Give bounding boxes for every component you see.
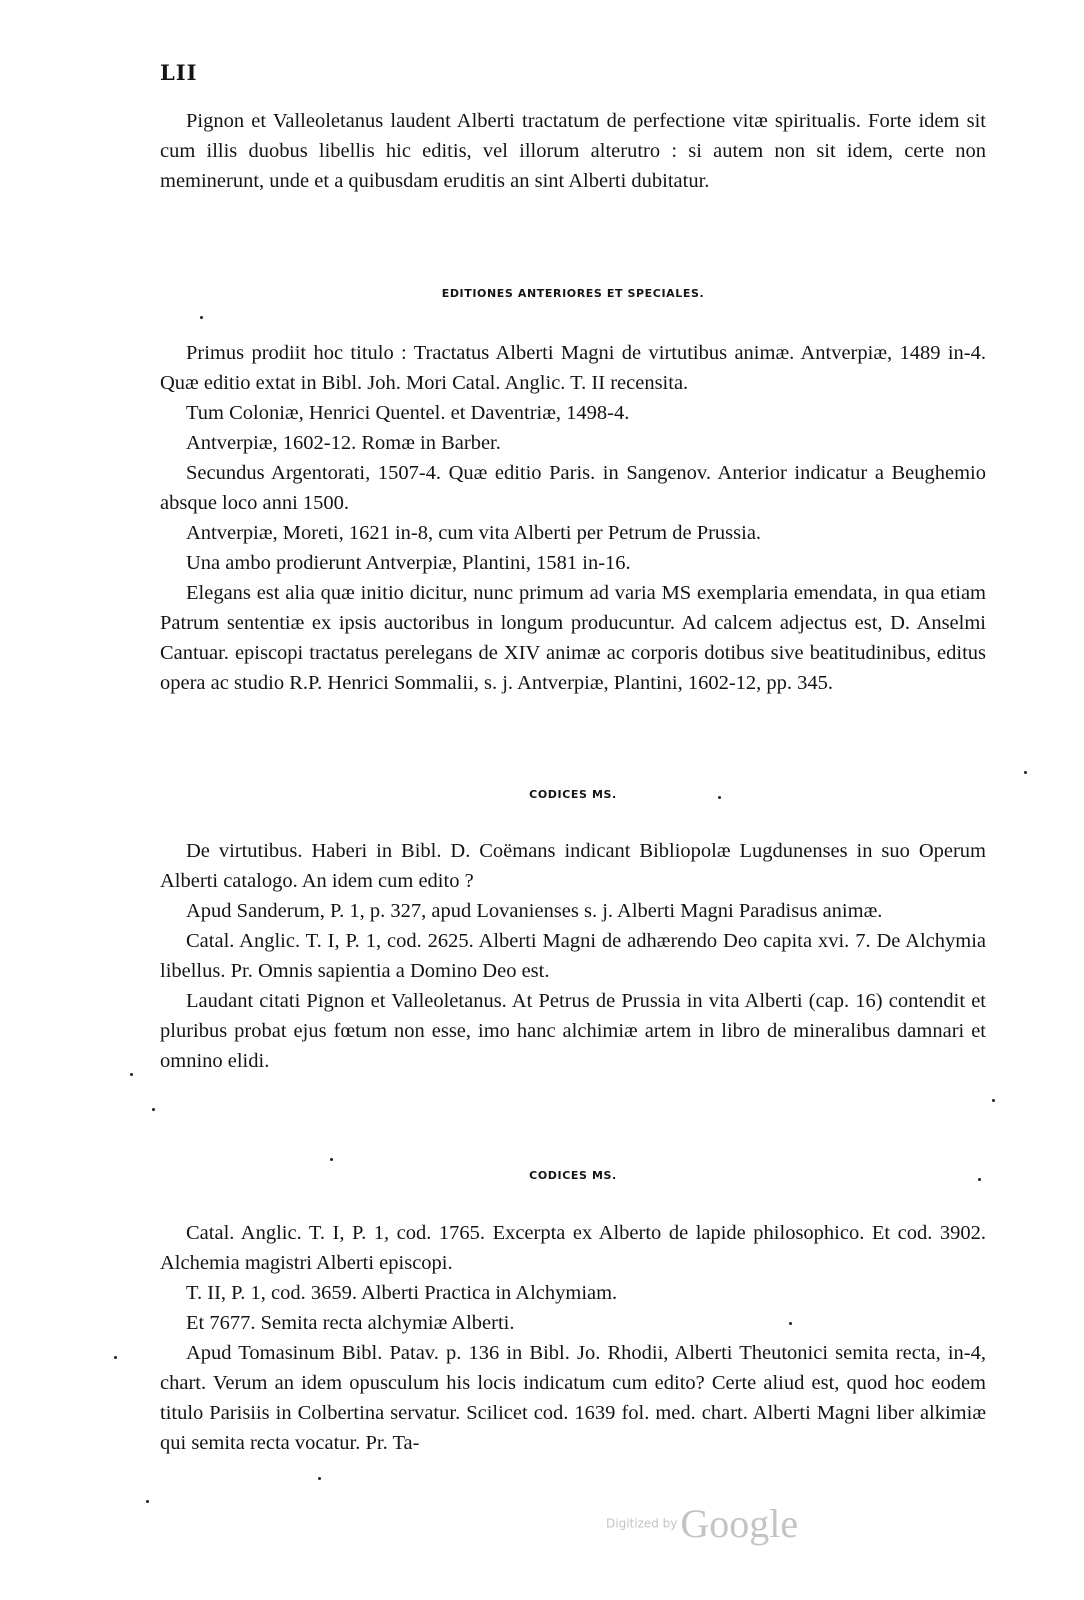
scan-speck	[114, 1356, 117, 1359]
paragraph: Antverpiæ, 1602-12. Romæ in Barber.	[186, 432, 501, 454]
paragraph: Et 7677. Semita recta alchymiæ Alberti.	[186, 1312, 515, 1334]
watermark-prefix: Digitized by	[606, 1516, 678, 1531]
scan-speck	[718, 796, 721, 799]
scan-speck	[330, 1158, 333, 1161]
digitized-by-google-watermark	[606, 1500, 798, 1547]
section-heading-codices-2: CODICES MS.	[529, 1169, 617, 1182]
paragraph: Antverpiæ, Moreti, 1621 in-8, cum vita Alberti per Petrum de Prussia.	[186, 522, 762, 544]
scan-speck	[318, 1477, 321, 1480]
intro-paragraph-block	[160, 106, 986, 196]
paragraph: Catal. Anglic. T. I, P. 1, cod. 2625. Alberti Magni de adhærendo Deo capita xvi. 7. De Alchymia libellus. Pr. Omnis sapientia a Domino Deo est.	[160, 930, 986, 982]
section-editiones-body	[160, 338, 986, 698]
google-logo-text: Google	[680, 1501, 799, 1546]
paragraph: T. II, P. 1, cod. 3659. Alberti Practica in Alchymiam.	[186, 1282, 618, 1304]
paragraph: Una ambo prodierunt Antverpiæ, Plantini, 1581 in-16.	[186, 552, 631, 574]
scan-speck	[1024, 771, 1027, 774]
paragraph: Laudant citati Pignon et Valleoletanus. At Petrus de Prussia in vita Alberti (cap. 16) contendit et pluribus probat ejus fœtum non esse, imo hanc alchimiæ artem in libro de mineralibus damnari et omnino elidi.	[160, 990, 986, 1072]
paragraph: Catal. Anglic. T. I, P. 1, cod. 1765. Excerpta ex Alberto de lapide philosophico. Et cod. 3902. Alchemia magistri Alberti episcopi.	[160, 1222, 986, 1274]
paragraph: Elegans est alia quæ initio dicitur, nunc primum ad varia MS exemplaria emendata, in qua etiam Patrum sententiæ ex ipsis auctoribus in longum producuntur. Ad calcem adjectus est, D. Anselmi Cantuar. episcopi tractatus perelegans de XIV animæ ac corporis dotibus sive beatitudinibus, editus opera ac studio R.P. Henrici Sommalii, s. j. Antverpiæ, Plantini, 1602-12, pp. 345.	[160, 582, 986, 694]
scan-speck	[789, 1322, 792, 1325]
scan-speck	[152, 1108, 155, 1111]
scan-speck	[992, 1099, 995, 1102]
section-codices-2-body	[160, 1218, 986, 1458]
scan-speck	[200, 316, 203, 319]
section-heading-codices-1: CODICES MS.	[529, 788, 617, 801]
section-heading-editiones: EDITIONES ANTERIORES ET SPECIALES.	[441, 287, 705, 300]
paragraph: Primus prodiit hoc titulo : Tractatus Alberti Magni de virtutibus animæ. Antverpiæ, 1489 in-4. Quæ editio extat in Bibl. Joh. Mori Catal. Anglic. T. II recensita.	[160, 342, 986, 394]
scan-speck	[978, 1178, 981, 1181]
paragraph: De virtutibus. Haberi in Bibl. D. Coëmans indicant Bibliopolæ Lugdunenses in suo Operum Alberti catalogo. An idem cum edito ?	[160, 840, 986, 892]
intro-paragraph: Pignon et Valleoletanus laudent Alberti tractatum de perfectione vitæ spiritualis. Forte idem sit cum illis duobus libellis hic editis, vel illorum alterutro : si autem non sit idem, certe non meminerunt, unde et a quibusdam eruditis an sint Alberti dubitatur.	[160, 110, 986, 192]
paragraph: Tum Coloniæ, Henrici Quentel. et Daventriæ, 1498-4.	[186, 402, 630, 424]
paragraph: Secundus Argentorati, 1507-4. Quæ editio Paris. in Sangenov. Anterior indicatur a Beughemio absque loco anni 1500.	[160, 462, 986, 514]
scan-speck	[146, 1500, 149, 1503]
section-codices-1-body	[160, 836, 986, 1076]
page-number: LII	[160, 60, 198, 85]
scan-speck	[130, 1073, 133, 1076]
paragraph: Apud Tomasinum Bibl. Patav. p. 136 in Bibl. Jo. Rhodii, Alberti Theutonici semita recta, in-4, chart. Verum an idem opusculum his locis indicatum cum edito? Certe aliud est, quod hoc eodem titulo Parisiis in Colbertina servatur. Scilicet cod. 1639 fol. med. chart. Alberti Magni liber alkimiæ qui semita recta vocatur. Pr. Ta-	[160, 1342, 986, 1454]
paragraph: Apud Sanderum, P. 1, p. 327, apud Lovanienses s. j. Alberti Magni Paradisus animæ.	[186, 900, 883, 922]
